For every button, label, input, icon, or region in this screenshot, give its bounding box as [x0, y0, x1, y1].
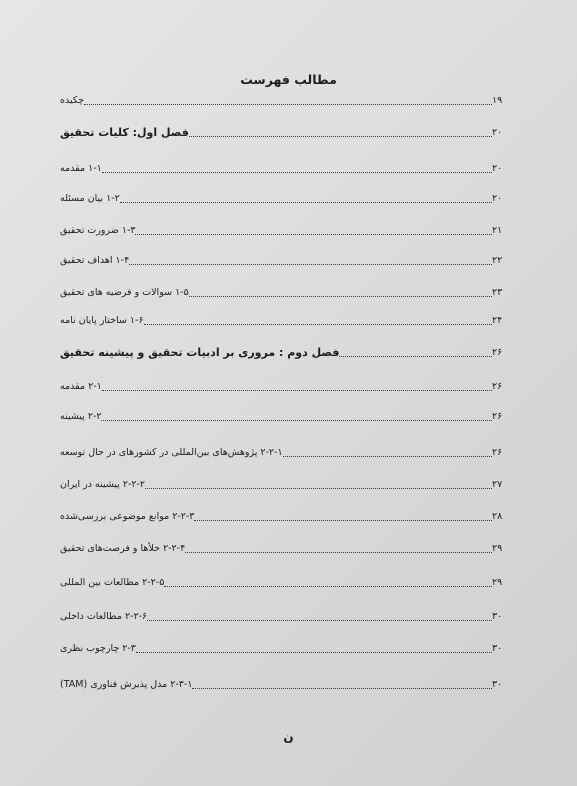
dot-leader [189, 135, 492, 137]
toc-row [56, 474, 516, 492]
dot-leader [189, 295, 492, 297]
toc-page-number: ۳۰ [492, 679, 503, 690]
toc-page-number: ۲۶ [492, 447, 503, 458]
toc-entry-label: ۲-۲-۴ خلأها و فرصت‌های تحقیق [60, 543, 186, 554]
toc-page-number: ۲۶ [492, 381, 503, 392]
toc-row [56, 310, 516, 328]
toc-entry-label: ۲-۱ مقدمه [60, 381, 102, 392]
toc-row [56, 506, 516, 524]
toc-page-number: ۲۱ [492, 225, 503, 236]
dot-leader [101, 419, 492, 421]
toc-row [56, 572, 516, 590]
toc-entry-label: فصل دوم : مروری بر ادبیات تحقیق و پیشینه تحقیق [60, 346, 340, 359]
toc-page-number: ۲۹ [492, 577, 503, 588]
toc-entry-label: ۲-۳ چارچوب نظری [60, 643, 136, 654]
toc-title: مطالب فهرست [240, 72, 337, 87]
toc-page-number: ۲۰ [492, 163, 503, 174]
toc-entry-label: ۲-۳-۱ مدل پذیرش فناوری (TAM) [60, 679, 193, 690]
toc-chapter-row [56, 342, 516, 360]
toc-page-number: ۲۸ [492, 511, 503, 522]
toc-page-number: ۳۰ [492, 643, 503, 654]
dot-leader [164, 585, 492, 587]
dot-leader [120, 201, 492, 203]
toc-page-number: ۲۲ [492, 255, 503, 266]
toc-page-number: ۲۶ [492, 411, 503, 422]
toc-entry-label: ۱-۶ ساختار پایان نامه [60, 315, 144, 326]
toc-row [56, 538, 516, 556]
toc-page-number: ۱۹ [492, 95, 503, 106]
toc-page-number: ۲۹ [492, 543, 503, 554]
table-of-contents [56, 86, 516, 726]
dot-leader [135, 233, 492, 235]
toc-page-number: ۲۳ [492, 287, 503, 298]
dot-leader [185, 551, 492, 553]
dot-leader [144, 323, 492, 325]
dot-leader [136, 651, 492, 653]
dot-leader [129, 263, 492, 265]
dot-leader [145, 487, 492, 489]
toc-row [56, 406, 516, 424]
toc-entry-label: ۲-۲-۵ مطالعات بین المللی [60, 577, 165, 588]
toc-row [56, 282, 516, 300]
dot-leader [147, 619, 492, 621]
dot-leader [84, 103, 492, 105]
toc-row [56, 158, 516, 176]
dot-leader [192, 687, 492, 689]
toc-entry-label: ۱-۲ بیان مسئله [60, 193, 120, 204]
dot-leader [102, 389, 492, 391]
page-number-footer: ن [283, 730, 294, 744]
toc-row [56, 220, 516, 238]
toc-row [56, 250, 516, 268]
toc-row [56, 442, 516, 460]
toc-entry-label: ۱-۳ ضرورت تحقیق [60, 225, 136, 236]
toc-entry-label: ۲-۲-۲ پیشینه در ایران [60, 479, 146, 490]
toc-page-number: ۳۰ [492, 611, 503, 622]
toc-page-number: ۲۶ [492, 347, 503, 358]
toc-page-number: ۲۰ [492, 193, 503, 204]
toc-row [56, 188, 516, 206]
dot-leader [194, 519, 492, 521]
toc-page-number: ۲۷ [492, 479, 503, 490]
dot-leader [339, 355, 492, 357]
toc-row [56, 674, 516, 692]
dot-leader [283, 455, 492, 457]
toc-row [56, 638, 516, 656]
toc-entry-label: فصل اول: کلیات تحقیق [60, 126, 189, 139]
toc-row [56, 90, 516, 108]
dot-leader [102, 171, 492, 173]
toc-chapter-row [56, 122, 516, 140]
toc-row [56, 376, 516, 394]
toc-entry-label: ۲-۲-۶ مطالعات داخلی [60, 611, 148, 622]
toc-row [56, 606, 516, 624]
toc-entry-label: ۱-۵ سوالات و فرضیه های تحقیق [60, 287, 189, 298]
toc-entry-label: ۲-۲-۳ موانع موضوعی بررسی‌شده [60, 511, 195, 522]
toc-entry-label: ۲-۲ پیشینه [60, 411, 102, 422]
toc-entry-label: ۱-۴ اهداف تحقیق [60, 255, 130, 266]
toc-entry-label: ۲-۲-۱ پژوهش‌های بین‌المللی در کشورهای در حال توسعه [60, 447, 283, 458]
toc-page-number: ۲۰ [492, 127, 503, 138]
toc-entry-label: چکیده [60, 95, 84, 106]
toc-entry-label: ۱-۱ مقدمه [60, 163, 102, 174]
toc-page-number: ۲۴ [492, 315, 503, 326]
